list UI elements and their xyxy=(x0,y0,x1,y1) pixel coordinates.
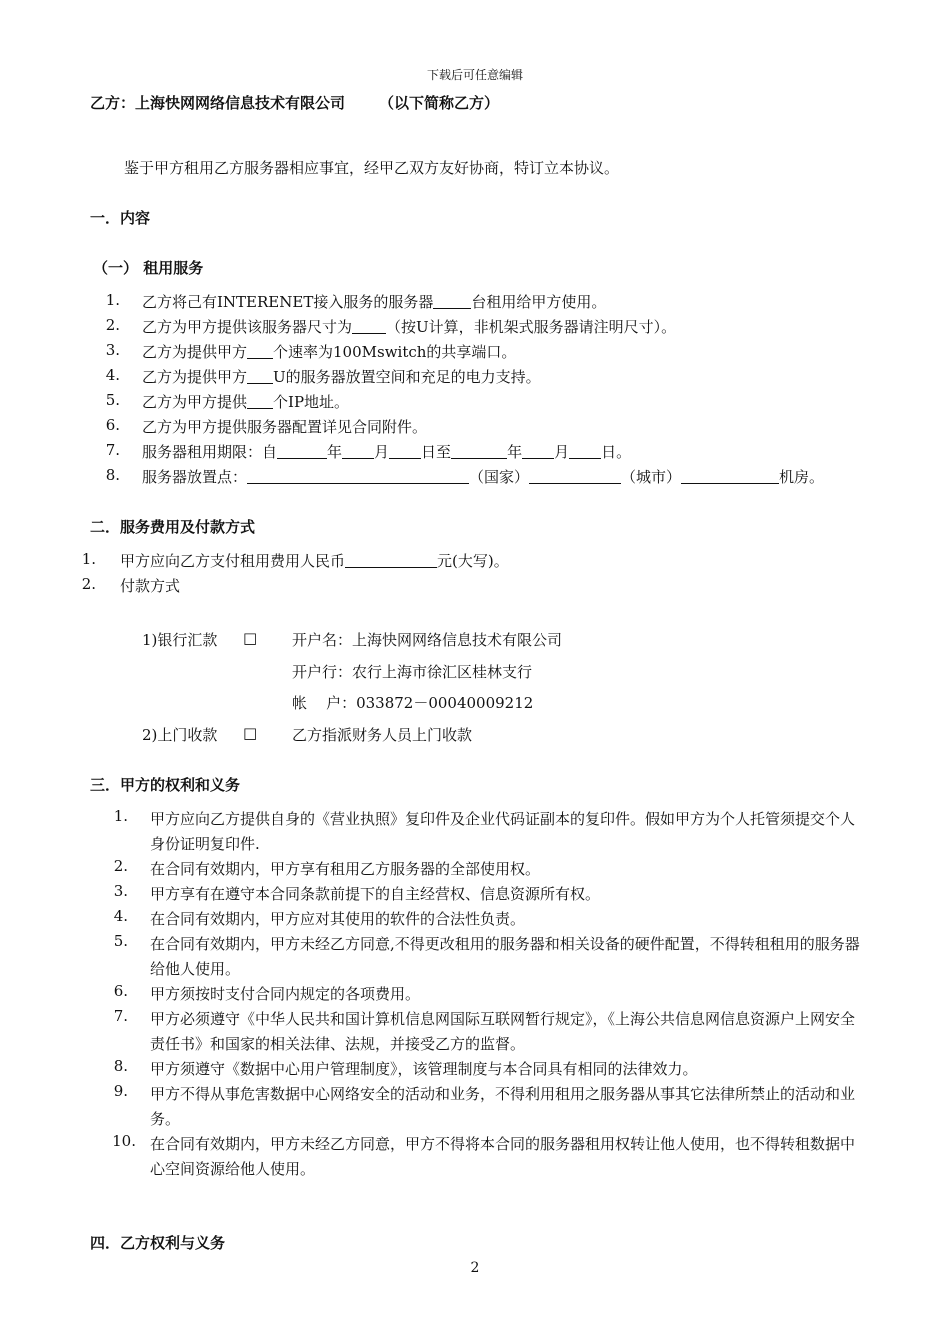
blank-field[interactable] xyxy=(529,469,621,484)
blank-field[interactable] xyxy=(247,394,273,409)
bank-transfer-checkbox[interactable]: □ xyxy=(243,629,258,647)
door-collection-label: 2)上门收款 xyxy=(142,726,218,744)
blank-field[interactable] xyxy=(352,319,386,334)
section1-title: 一．内容 xyxy=(90,209,151,227)
section3-title: 三．甲方的权利和义务 xyxy=(90,776,241,794)
blank-field[interactable] xyxy=(247,344,273,359)
blank-field[interactable] xyxy=(247,469,469,484)
blank-field[interactable] xyxy=(277,444,327,459)
blank-field[interactable] xyxy=(342,444,374,459)
party-b-alias: （以下简称乙方） xyxy=(379,94,500,112)
bank-transfer-label: 1)银行汇款 xyxy=(142,631,218,649)
account-name: 开户名：上海快网网络信息技术有限公司 xyxy=(292,631,563,649)
header-note: 下载后可任意编辑 xyxy=(426,68,523,82)
blank-field[interactable] xyxy=(247,369,273,384)
party-b-line xyxy=(90,92,499,113)
page-number: 2 xyxy=(470,1260,480,1276)
blank-field[interactable] xyxy=(681,469,779,484)
door-collection-checkbox[interactable]: □ xyxy=(243,724,258,742)
blank-field[interactable] xyxy=(451,444,507,459)
blank-field[interactable] xyxy=(433,294,471,309)
bank-name: 开户行：农行上海市徐汇区桂林支行 xyxy=(292,663,533,681)
section4-title: 四．乙方权利与义务 xyxy=(90,1234,226,1252)
section1-subtitle: （一） 租用服务 xyxy=(93,259,204,277)
door-collection-text: 乙方指派财务人员上门收款 xyxy=(292,726,473,744)
blank-field[interactable] xyxy=(345,553,437,568)
blank-field[interactable] xyxy=(569,444,601,459)
intro-paragraph: 鉴于甲方租用乙方服务器相应事宜，经甲乙双方友好协商，特订立本协议。 xyxy=(124,159,620,177)
blank-field[interactable] xyxy=(389,444,421,459)
account-number: 帐 户：033872－00040009212 xyxy=(292,694,534,712)
party-b-label: 乙方：上海快网网络信息技术有限公司 xyxy=(90,94,346,112)
blank-field[interactable] xyxy=(522,444,554,459)
document-page: 下载后可任意编辑 乙方：上海快网网络信息技术有限公司 （以下简称乙方） 鉴于甲方租用乙方服务器相应事宜，经甲乙双方友好协商，特订立本协议。 一．内容 （一） 租用服务 1. 乙方将己有INTERENET接入服务的服务器 台租用给甲方使用。 2. 乙方为甲方提供该服务器尺寸为 （按U计算，非机架式服务器请注明尺寸）。 3. 乙方为提供甲方 个速率为100Mswitch的共享端口。 4. 乙方为提供甲方 U的服务器放置空间和充足的电力支持。 5. 乙方为甲方提供 个IP地址。 6. 乙方为甲方提供服务器配置详见合同附件。 7. 服务器租用期限：自 年 月 日至 年 月 日。 8. 服务器放置点： （国家） （城市） 机房。 二．服务费用及付款方式 1. 甲方应向乙方支付租用费用人民币 元(大写)。 2. 付款方式 1)银行汇款 □ 开户名：上海快网网络信息技术有限公司 开户行：农行上海市徐汇区桂林支行 帐 户：033872－00040009212 2)上门收款 □ 乙方指派财务人员上门收款 三．甲方的权利和义务 1. 甲方应向乙方提供自身的《营业执照》复印件及企业代码证副本的复印件。假如甲方为个人托管须提交个人身份证明复印件. 2. 在合同有效期内，甲方享有租用乙方服务器的全部使用权。 3. 甲方享有在遵守本合同条款前提下的自主经营权、信息资源所有权。 4. 在合同有效期内，甲方应对其使用的软件的合法性负责。 5. 在合同有效期内，甲方未经乙方同意,不得更改租用的服务器和相关设备的硬件配置，不得转租租用的服务器给他人使用。 6. 甲方须按时支付合同内规定的各项费用。 7. 甲方必须遵守《中华人民共和国计算机信息网国际互联网暂行规定》，《上海公共信息网信息资源户上网安全责任书》和国家的相关法律、法规，并接受乙方的监督。 8. 甲方须遵守《数据中心用户管理制度》，该管理制度与本合同具有相同的法律效力。 9. 甲方不得从事危害数据中心网络安全的活动和业务，不得利用租用之服务器从事其它法律所禁止的活动和业务。 10. 在合同有效期内，甲方未经乙方同意，甲方不得将本合同的服务器租用权转让他人使用，也不得转租数据中心空间资源给他人使用。 四．乙方权利与义务 2 xyxy=(0,0,950,1344)
section2-title: 二．服务费用及付款方式 xyxy=(90,518,256,536)
